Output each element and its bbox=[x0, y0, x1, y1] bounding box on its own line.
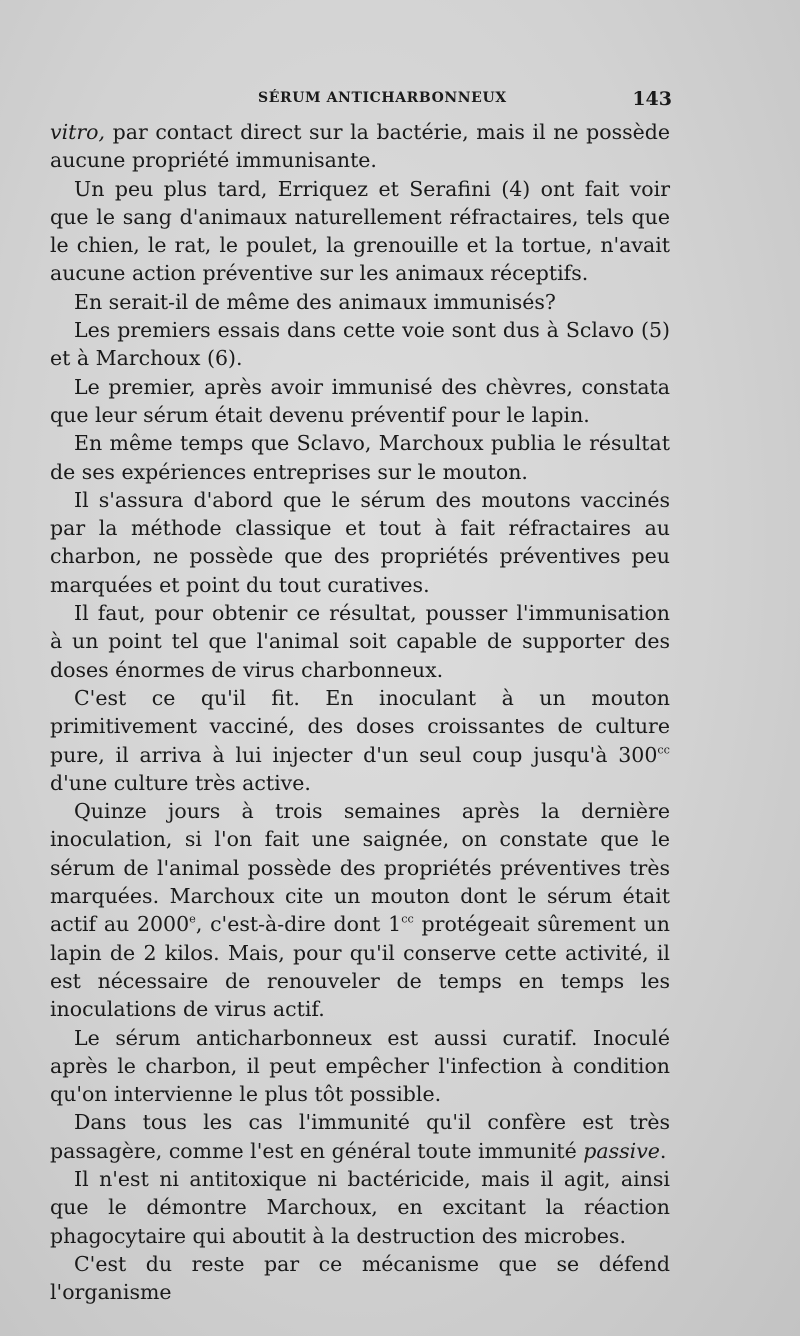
paragraph: En même temps que Sclavo, Marchoux publia le résultat de ses expériences entreprises sur le mouton. bbox=[50, 431, 670, 484]
paragraph: C'est ce qu'il fit. En inoculant à un mouton primitivement vacciné, des doses croissantes de culture pure, il arriva à lui injecter d'un seul coup jusqu'à $300^{cc}$ d'une culture très active. bbox=[50, 685, 670, 795]
paragraph: Les premiers essais dans cette voie sont dus à Sclavo (5) et à Marchoux (6). bbox=[50, 318, 670, 371]
paragraph: Quinze jours à trois semaines après la dernière inoculation, si l'on fait une saignée, on constate que le sérum de l'animal possède des propriétés préventives très marquées. Marchoux cite un mouton dont le sérum était actif au 2000e, c'est-à-dire dont $1^{cc}$ protégeait sûrement un lapin de 2 kilos. Mais, pour qu'il conserve cette activité, il est nécessaire de renouveler de temps en temps les inoculations de virus actif. bbox=[50, 799, 670, 1022]
paragraph: Le sérum anticharbonneux est aussi curatif. Inoculé après le charbon, il peut empêcher l'infection à condition qu'on intervienne le plus tôt possible. bbox=[50, 1025, 670, 1107]
paragraph: vitro, par contact direct sur la bactérie, mais il ne possède aucune propriété immunisante. bbox=[50, 120, 670, 173]
paragraph: En serait-il de même des animaux immunisés? bbox=[74, 289, 556, 314]
paragraph: Le premier, après avoir immunisé des chèvres, constata que leur sérum était devenu préventif pour le lapin. bbox=[50, 374, 670, 427]
page-number: 143 bbox=[632, 88, 672, 110]
italic-term: passive bbox=[583, 1138, 660, 1163]
page-header bbox=[52, 88, 672, 118]
paragraph: Un peu plus tard, Erriquez et Serafini (4) ont fait voir que le sang d'animaux naturellement réfractaires, tels que le chien, le rat, le poulet, la grenouille et la tortue, n'avait aucune action préventive sur les animaux réceptifs. bbox=[50, 176, 670, 286]
paragraph: Il faut, pour obtenir ce résultat, pousser l'immunisation à un point tel que l'animal soit capable de supporter des doses énormes de virus charbonneux. bbox=[50, 601, 670, 682]
superscript: cc bbox=[401, 912, 414, 926]
superscript: e bbox=[189, 912, 196, 926]
running-title: SÉRUM ANTICHARBONNEUX bbox=[258, 90, 507, 106]
body-text bbox=[50, 118, 670, 1306]
italic-term: vitro, bbox=[50, 120, 106, 144]
superscript: cc bbox=[657, 743, 670, 757]
paragraph: C'est du reste par ce mécanisme que se défend l'organisme bbox=[50, 1251, 670, 1305]
paragraph: Il n'est ni antitoxique ni bactéricide, mais il agit, ainsi que le démontre Marchoux, en excitant la réaction phagocytaire qui aboutit à la destruction des microbes. bbox=[50, 1166, 670, 1248]
paragraph: Il s'assura d'abord que le sérum des moutons vaccinés par la méthode classique et tout à fait réfractaires au charbon, ne possède que des propriétés préventives peu marquées et point du tout curatives. bbox=[50, 487, 670, 597]
paragraph: Dans tous les cas l'immunité qu'il confère est très passagère, comme l'est en général toute immunité passive. bbox=[50, 1110, 670, 1163]
